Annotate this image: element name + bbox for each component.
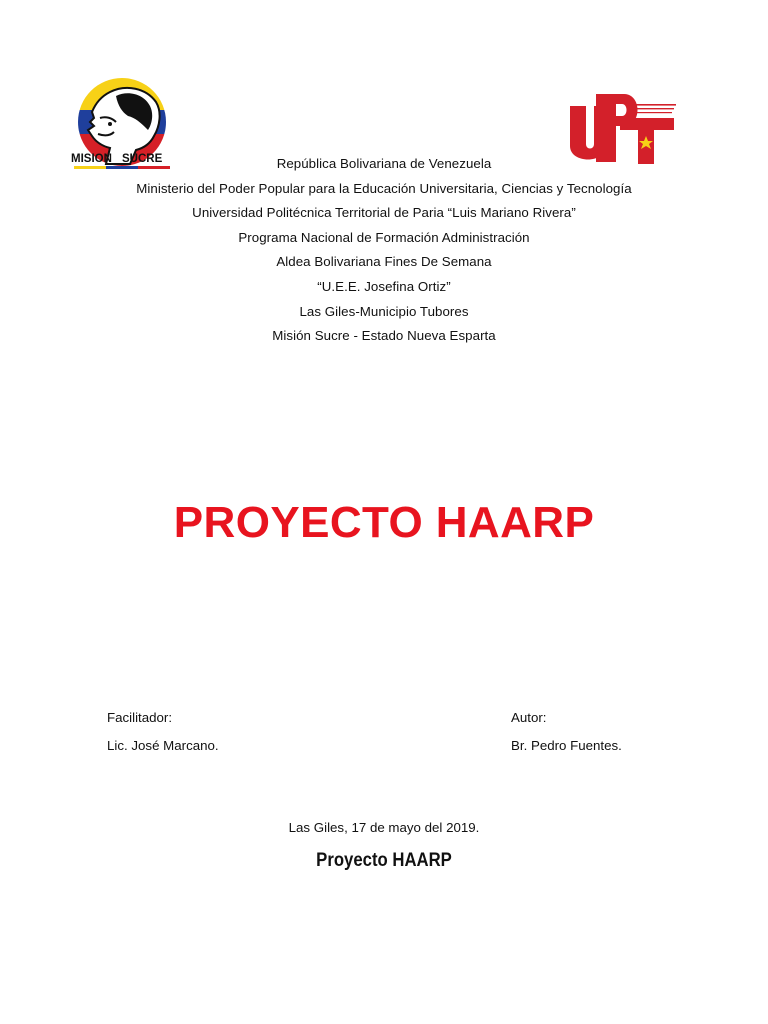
header-line-school: “U.E.E. Josefina Ortiz” — [317, 278, 451, 294]
header-line-republic: República Bolivariana de Venezuela — [276, 156, 492, 171]
mision-sucre-logo-text-bold: SUCRE — [122, 153, 163, 165]
header-line-ministry: Ministerio del Poder Popular para la Educación Universitaria, Ciencias y Tecnología — [136, 180, 632, 196]
author-label: Autor: — [511, 710, 547, 725]
author-block — [511, 704, 622, 760]
document-subtitle: Proyecto HAARP — [316, 850, 452, 871]
header-line-aldea: Aldea Bolivariana Fines De Semana — [276, 254, 492, 270]
mision-sucre-logo-text: MISION — [71, 153, 112, 165]
header-line-municipality: Las Giles-Municipio Tubores — [299, 303, 469, 319]
author-name: Br. Pedro Fuentes. — [511, 738, 622, 753]
institution-header — [0, 152, 768, 349]
place-date: Las Giles, 17 de mayo del 2019. — [288, 820, 480, 835]
facilitator-name: Lic. José Marcano. — [107, 738, 219, 753]
facilitator-block — [107, 704, 219, 760]
header-line-program: Programa Nacional de Formación Administración — [238, 229, 530, 245]
document-title: PROYECTO HAARP — [173, 498, 595, 547]
facilitator-label: Facilitador: — [107, 710, 173, 725]
header-line-state: Misión Sucre - Estado Nueva Esparta — [272, 328, 496, 344]
header-line-university: Universidad Politécnica Territorial de Paria “Luis Mariano Rivera” — [192, 205, 576, 221]
